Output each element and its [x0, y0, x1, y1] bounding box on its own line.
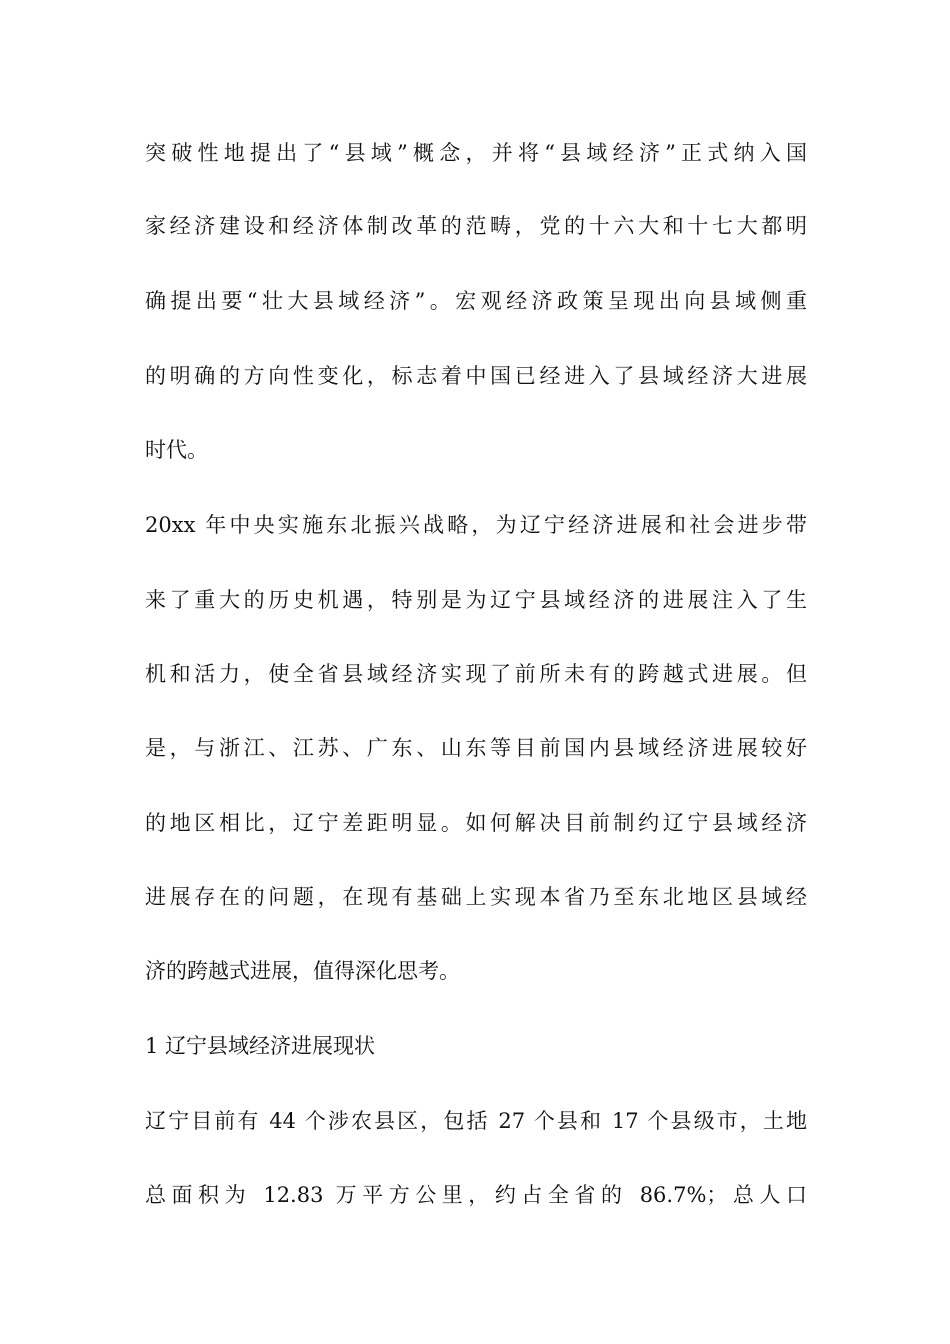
- paragraph-line: 机和活力，使全省县域经济实现了前所未有的跨越式进展。但: [145, 662, 807, 686]
- paragraph-line: 济的跨越式进展，值得深化思考。: [145, 959, 460, 983]
- paragraph-line: 辽宁目前有 44 个涉农县区，包括 27 个县和 17 个县级市，土地: [145, 1109, 807, 1133]
- paragraph-line: 是，与浙江、江苏、广东、山东等目前国内县域经济进展较好: [145, 736, 807, 760]
- paragraph-line: 的明确的方向性变化，标志着中国已经进入了县域经济大进展: [145, 364, 807, 388]
- paragraph-line: 进展存在的问题，在现有基础上实现本省乃至东北地区县域经: [145, 885, 807, 909]
- paragraph-line: 的地区相比，辽宁差距明显。如何解决目前制约辽宁县域经济: [145, 811, 807, 835]
- paragraph-line: 家经济建设和经济体制改革的范畴，党的十六大和十七大都明: [145, 214, 807, 238]
- paragraph-line: 来了重大的历史机遇，特别是为辽宁县域经济的进展注入了生: [145, 588, 807, 612]
- paragraph-line: 确提出要“壮大县域经济”。宏观经济政策呈现出向县域侧重: [145, 289, 807, 313]
- paragraph-line: 20xx 年中央实施东北振兴战略，为辽宁经济进展和社会进步带: [145, 513, 807, 537]
- paragraph-line: 突破性地提出了“县域”概念，并将“县域经济”正式纳入国: [145, 141, 807, 165]
- paragraph-line: 总面积为 12.83 万平方公里，约占全省的 86.7%；总人口: [145, 1183, 807, 1207]
- paragraph-line: 时代。: [145, 438, 208, 462]
- section-heading: 1 辽宁县域经济进展现状: [145, 1034, 376, 1058]
